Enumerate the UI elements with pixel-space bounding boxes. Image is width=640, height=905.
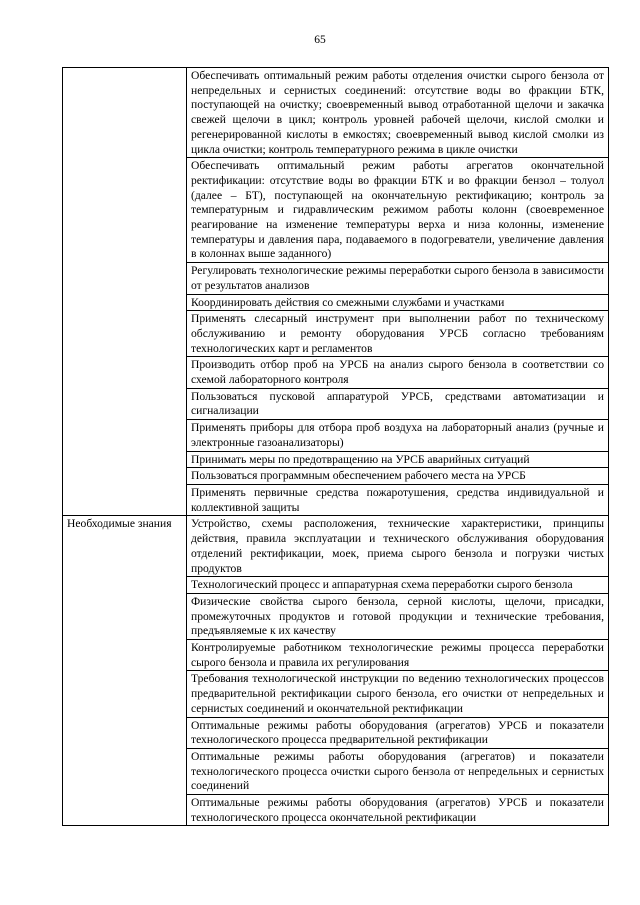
requirements-table — [62, 67, 609, 826]
page-number: 65 — [314, 34, 326, 46]
table-cell: Применять слесарный инструмент при выполнении работ по техническому обслуживанию и ремонту оборудования УРСБ согласно требованиям технологических карт и регламентов — [187, 311, 609, 357]
table-cell: Координировать действия со смежными службами и участками — [187, 294, 609, 311]
table-cell: Требования технологической инструкции по ведению технологических процессов предварительной ректификации сырого бензола, его очистки от непредельных и сернистых соединений и окончательной ректификации — [187, 671, 609, 717]
section-label — [63, 68, 187, 516]
table-cell: Обеспечивать оптимальный режим работы агрегатов окончательной ректификации: отсутствие воды во фракции БТК и во фракции бензол – толуол (далее – БТ), поступающей на окончательную ректификацию; контроль за температурным и гидравлическим режимом работы колонн (своевременное реагирование на изменение температуры верха и низа колонны, изменение температуры и давления пара, подаваемого в подогреватели, увеличение давления в колоннах выше заданного) — [187, 158, 609, 263]
table-cell: Применять приборы для отбора проб воздуха на лабораторный анализ (ручные и электронные газоанализаторы) — [187, 420, 609, 451]
table-cell: Оптимальные режимы работы оборудования (агрегатов) УРСБ и показатели технологического процесса предварительной ректификации — [187, 717, 609, 748]
table-cell: Физические свойства сырого бензола, серной кислоты, щелочи, присадки, промежуточных продуктов и готовой продукции и технические требования, предъявляемые к их качеству — [187, 593, 609, 639]
section-label: Необходимые знания — [63, 516, 187, 826]
table-cell: Оптимальные режимы работы оборудования (агрегатов) и показатели технологического процесса очистки сырого бензола от непредельных и сернистых соединений — [187, 748, 609, 794]
table-cell: Принимать меры по предотвращению на УРСБ аварийных ситуаций — [187, 451, 609, 468]
table-cell: Технологический процесс и аппаратурная схема переработки сырого бензола — [187, 577, 609, 594]
table-cell: Регулировать технологические режимы переработки сырого бензола в зависимости от результатов анализов — [187, 263, 609, 294]
table-cell: Пользоваться программным обеспечением рабочего места на УРСБ — [187, 468, 609, 485]
table-cell: Применять первичные средства пожаротушения, средства индивидуальной и коллективной защиты — [187, 484, 609, 515]
table-cell: Устройство, схемы расположения, технические характеристики, принципы действия, правила эксплуатации и технического обслуживания оборудования отделений ректификации, моек, приема сырого бензола и погрузки чистых продуктов — [187, 516, 609, 577]
table-cell: Пользоваться пусковой аппаратурой УРСБ, средствами автоматизации и сигнализации — [187, 388, 609, 419]
table-cell: Оптимальные режимы работы оборудования (агрегатов) УРСБ и показатели технологического процесса окончательной ректификации — [187, 795, 609, 826]
table-cell: Обеспечивать оптимальный режим работы отделения очистки сырого бензола от непредельных и сернистых соединений: отсутствие воды во фракции БТК, поступающей на очистку; своевременный вывод отработанной щелочи и закачка свежей щелочи в цикл; контроль уровней рабочей щелочи, кислой смолки и регенерированной кислоты в емкостях; своевременный вывод кислой смолки из цикла очистки; контроль температурного режима в цикле очистки — [187, 68, 609, 158]
table-cell: Контролируемые работником технологические режимы процесса переработки сырого бензола и правила их регулирования — [187, 640, 609, 671]
table-row — [63, 516, 609, 577]
table-row — [63, 68, 609, 158]
table-cell: Производить отбор проб на УРСБ на анализ сырого бензола в соответствии со схемой лабораторного контроля — [187, 357, 609, 388]
